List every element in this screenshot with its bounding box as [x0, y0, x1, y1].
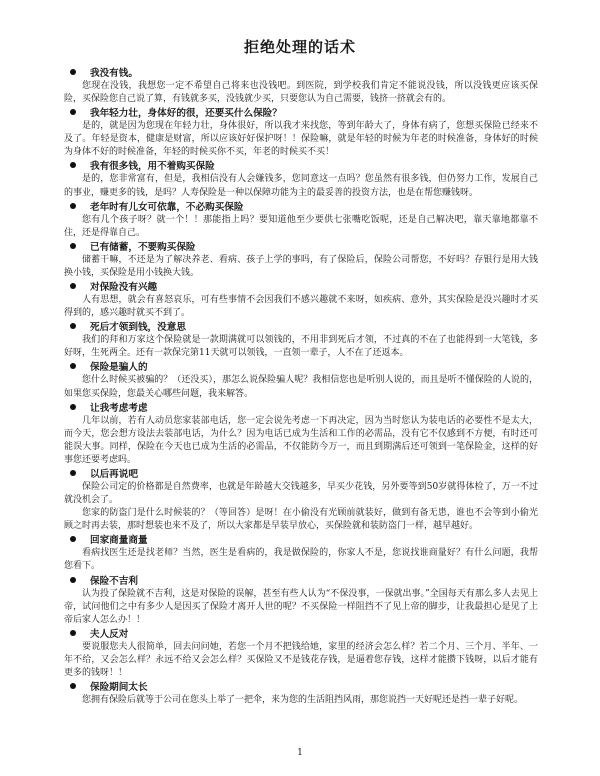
section-heading	[62, 241, 538, 254]
section-body: 我们的拜和万家这个保险就是一款期满就可以领钱的，不用非到死后才领，不过真的不在了也能得到一大笔钱，多好呀，生死两全。还有一款保完第11天就可以领钱，一直领一辈子，人不在了还返本。	[64, 335, 538, 359]
document-title: 拒绝处理的话术	[243, 38, 356, 56]
section-body: 几年以前，若有人动员您家装部电话，您一定会说先考虑一下再决定，因为当时您认为装电话的必要性不是太大，而今天，您会想方设法去装部电话，为什么？因为电话已成为生活和工作的必需品，没有它不仅感到不方便，有时还可能误大事。同样，保险在今天也已成为生活的必需品，不仅能防今万一，而且到期满后还可领到一笔保险金，这样的好事您还要考虑吗。	[64, 415, 538, 465]
bullet-icon	[70, 630, 76, 636]
section-body: 看病找医生还是找老师？当然，医生是看病的，我是做保险的，你家人不是，您说找谁商量好？有什么问题，我帮您看下。	[64, 548, 538, 572]
qa-section	[62, 107, 538, 159]
heading-text: 老年时有儿女可依靠，不必购买保险	[90, 201, 244, 213]
section-heading	[62, 107, 538, 120]
section-body: 储蓄干嘛，不还是为了解决养老、看病、孩子上学的事吗，有了保险后，保险公司帮您，不好吗？存银行是用大钱换小钱，买保险是用小钱换大钱。	[64, 254, 538, 278]
qa-section	[62, 628, 538, 680]
qa-section	[62, 67, 538, 106]
qa-section	[62, 468, 538, 507]
section-body: 您有几个孩子呀？就一个！！那能指上吗？要知道他至少要供七张嘴吃饭呢，还是自己解决吧，靠天靠地都靠不住，还是得靠自己。	[64, 214, 538, 238]
section-body: 您什么时候买被骗的？（还没买），那怎么说保险骗人呢？我相信您也是听别人说的，而且是听不懂保险的人说的，如果您买保险，您最关心哪些问题，我来解答。	[64, 375, 538, 399]
bullet-icon	[70, 404, 76, 410]
section-heading	[62, 67, 538, 80]
section-body: 是的，您非常富有，但是，我相信没有人会嫌钱多，您同意这一点吗？您虽然有很多钱，但仍努力工作，发展自己的事业，赚更多的钱，是吗？人寿保险是一种以保障功能为主的最妥善的投资方法，也是在帮您赚钱呀。	[64, 174, 538, 198]
section-body: 您家的防盗门是什么时候装的？（等回答）是呀！在小偷没有光顾前就装好，做到有备无患，谁也不会等到小偷光顾之时再去装，那时想装也来不及了，所以大家都是早装早放心，买保险就和装防盗门一样，越早越好。	[64, 508, 538, 532]
section-list	[62, 67, 538, 707]
bullet-icon	[70, 162, 76, 168]
heading-text: 以后再说吧	[90, 468, 138, 480]
section-heading	[62, 281, 538, 294]
heading-text: 对保险没有兴趣	[90, 282, 158, 294]
bullet-icon	[70, 283, 76, 289]
qa-section	[62, 681, 538, 707]
qa-section	[62, 534, 538, 573]
section-body: 是的，就是因为您现在年轻力壮，身体很好，所以我才来找您，等到年龄大了，身体有病了，您想买保险已经来不及了。年轻是资本，健康是财富，所以应该好好保护呀！！保险嘛，就是年轻的时候为年老的时候准备，身体好的时候为身体不好的时候准备，年轻的时候买你不买，年老的时候买不买！	[64, 121, 538, 158]
heading-text: 已有储蓄，不要购买保险	[90, 241, 196, 253]
section-heading	[62, 402, 538, 415]
section-body: 您现在没钱，我想您一定不希望自己将来也没钱吧。到医院，到学校我们肯定不能说没钱，所以没钱更应该买保险，买保险您自己说了算，有钱就多买，没钱就少买，只要您认为自己需要，钱挤一挤就会有的。	[64, 81, 538, 105]
bullet-icon	[70, 109, 76, 115]
section-heading	[62, 628, 538, 641]
qa-section	[62, 507, 538, 533]
heading-text: 我没有钱。	[90, 68, 138, 79]
bullet-icon	[70, 69, 76, 75]
section-body: 人有思想，就会有喜怒哀乐，可有些事情不会因我们不感兴趣就不来呀，如疾病、意外，其实保险是没兴趣时才买得到的，感兴趣时就买不到了。	[64, 295, 538, 319]
qa-section	[62, 160, 538, 199]
qa-section	[62, 321, 538, 360]
qa-section	[62, 201, 538, 240]
heading-text: 保险是骗人的	[90, 362, 148, 374]
bullet-icon	[70, 577, 76, 583]
qa-section	[62, 241, 538, 280]
heading-text: 夫人反对	[90, 628, 129, 640]
section-heading	[62, 201, 538, 214]
bullet-icon	[70, 363, 76, 369]
heading-text: 回家商量商量	[90, 535, 148, 547]
bullet-icon	[70, 536, 76, 542]
section-body: 保险公司定的价格都是自然费率，也就是年龄越大交钱越多，早买少花钱，另外要等到50岁就得体检了，万一不过就没机会了。	[64, 481, 538, 506]
bullet-icon	[70, 470, 76, 476]
bullet-icon	[70, 243, 76, 249]
heading-text: 我年轻力壮，身体好的很，还要买什么保险？	[90, 108, 282, 120]
bullet-icon	[70, 203, 76, 209]
section-heading	[62, 321, 538, 334]
section-body: 您拥有保险后就等于公司在您头上举了一把伞，来为您的生活阻挡风雨，那您说挡一天好呢还是挡一辈子好呢。	[82, 695, 524, 706]
bullet-icon	[70, 323, 76, 329]
qa-section	[62, 402, 538, 467]
heading-text: 我有很多钱，用不着购买保险	[90, 161, 215, 173]
page-number: 1	[297, 748, 303, 758]
qa-section	[62, 361, 538, 400]
section-heading	[62, 468, 538, 481]
heading-text: 死后才领到钱，没意思	[90, 322, 186, 334]
heading-text: 保险期间太长	[90, 682, 148, 694]
heading-text: 保险不吉利	[90, 575, 138, 587]
section-heading	[62, 361, 538, 374]
section-body: 要说服您夫人很简单，回去问问她，若您一个月不把钱给她，家里的经济会怎么样？若二个月、三个月、半年、一年不给，又会怎么样？永远不给又会怎么样？买保险又不是钱花存钱，是逼着您存钱，这样才能攒下钱呀，以后才能有更多的钱呀！！	[64, 641, 538, 678]
section-body: 认为投了保险就不吉利，这是对保险的误解，甚至有些人认为“不保没事，一保就出事。”全国每天有那么多人去见上帝，试问他们之中有多少人是因买了保险才离开人世的呢？不买保险一样阻挡不了见上帝的脚步，让我最担心是见了上帝后家人怎么办！！	[64, 588, 538, 625]
qa-section	[62, 575, 538, 627]
section-heading	[62, 681, 538, 694]
heading-text: 让我考虑考虑	[90, 402, 148, 414]
section-heading	[62, 160, 538, 173]
bullet-icon	[70, 683, 76, 689]
section-heading	[62, 534, 538, 547]
qa-section	[62, 281, 538, 320]
section-heading	[62, 575, 538, 588]
